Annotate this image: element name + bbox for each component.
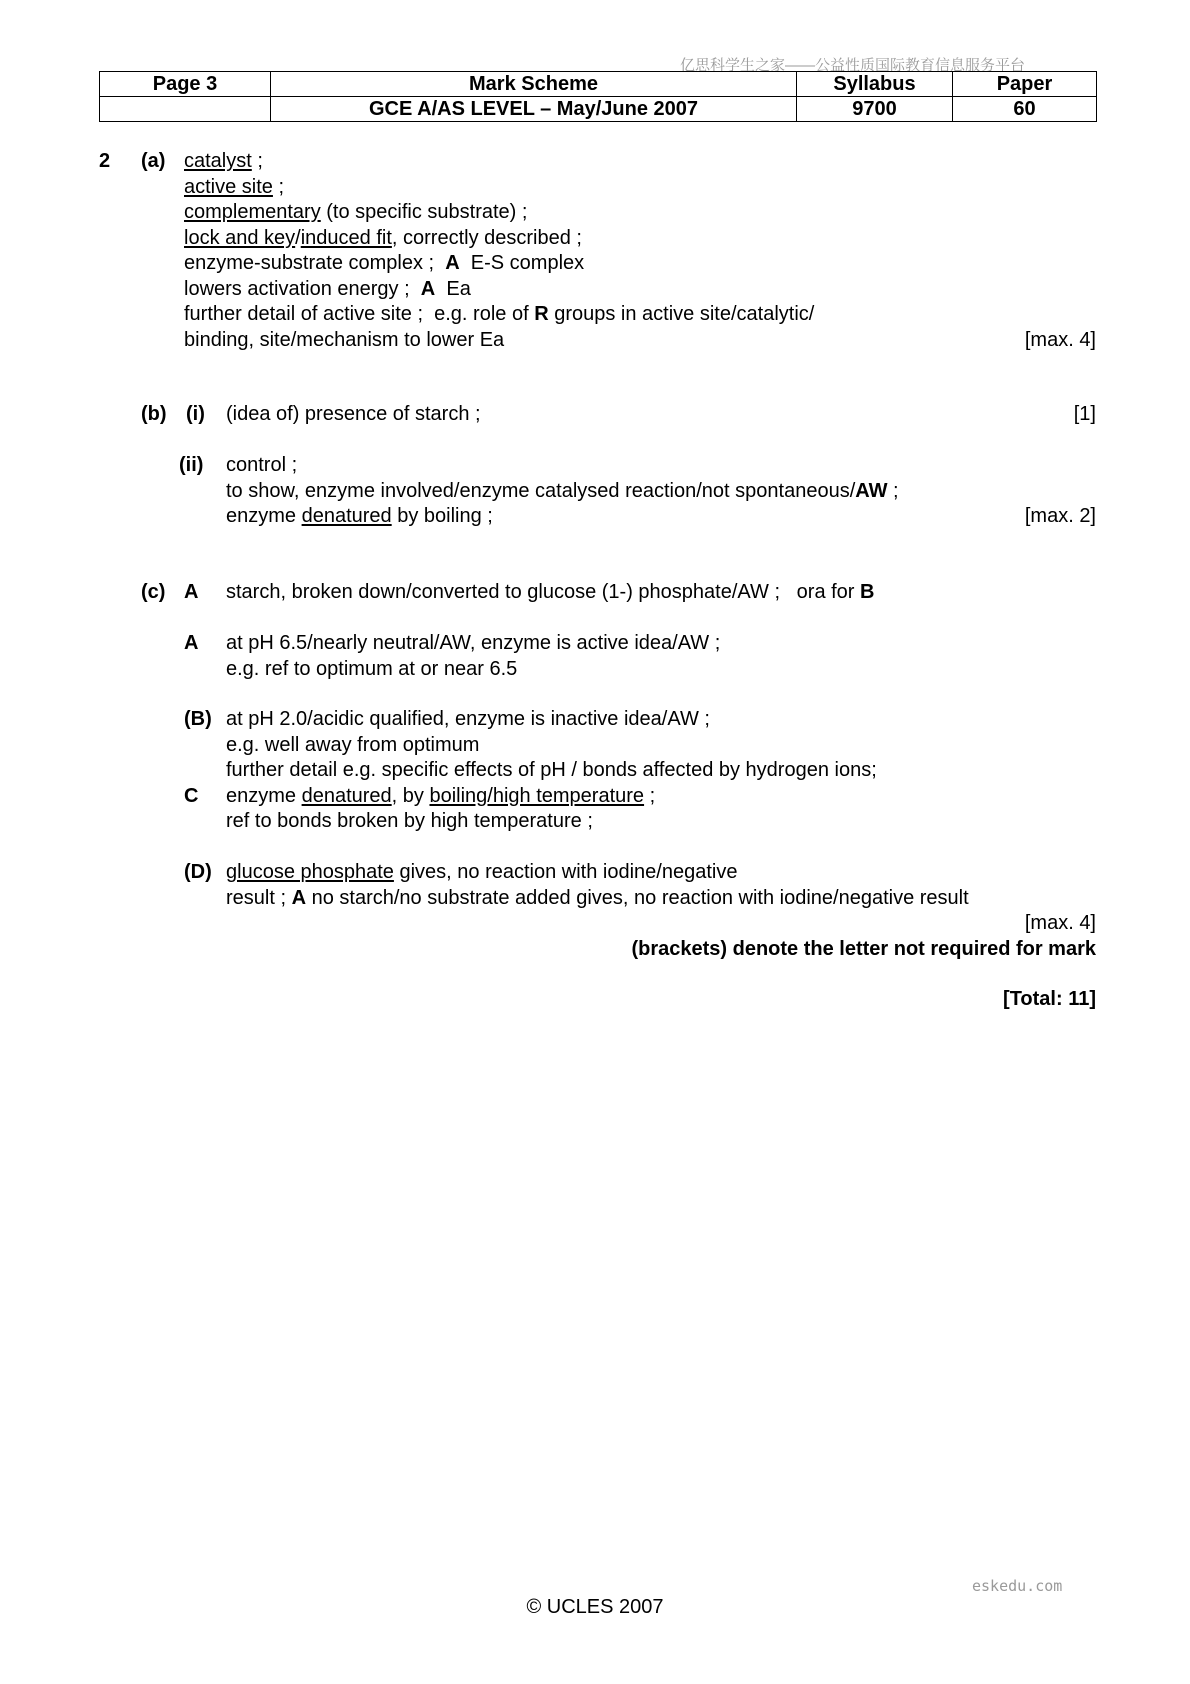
part-c-A2-line-2: e.g. ref to optimum at or near 6.5 xyxy=(226,657,518,680)
part-c-C-line-1: enzyme denatured, by boiling/high temperature ; xyxy=(226,784,656,807)
part-b-ii-label: (ii) xyxy=(179,454,204,476)
part-a-line-4: lock and key/induced fit, correctly described ; xyxy=(184,226,582,249)
part-b-i-text: (idea of) presence of starch ; xyxy=(226,403,481,425)
part-b-ii-line-2: to show, enzyme involved/enzyme catalysed reaction/not spontaneous/AW ; xyxy=(226,479,899,502)
part-b-label: (b) xyxy=(141,403,167,425)
question-number: 2 xyxy=(99,150,111,172)
part-a-line-5: enzyme-substrate complex ; A E-S complex xyxy=(184,252,585,274)
part-c-note: (brackets) denote the letter not required for mark xyxy=(631,937,1096,960)
part-c-A2-label: A xyxy=(184,632,199,654)
part-c-A1-text: starch, broken down/converted to glucose (1-) phosphate/AW ; ora for B xyxy=(226,581,875,603)
header-page: Page 3 xyxy=(100,72,271,97)
part-c-A2-line-1: at pH 6.5/nearly neutral/AW, enzyme is active idea/AW ; xyxy=(226,632,721,654)
header-syllabus: 9700 xyxy=(797,97,953,122)
watermark-top: 亿思科学生之家——公益性质国际教育信息服务平台 xyxy=(680,57,1026,74)
part-b-ii-line-3: enzyme denatured by boiling ; xyxy=(226,505,493,527)
header-paper-label: Paper xyxy=(953,72,1097,97)
part-c-C-label: C xyxy=(184,784,199,807)
header-paper: 60 xyxy=(953,97,1097,122)
part-c-label: (c) xyxy=(141,581,166,603)
part-a-line-8: binding, site/mechanism to lower Ea xyxy=(184,328,505,351)
part-b-ii-mark: [max. 2] xyxy=(1024,505,1096,527)
header-title: Mark Scheme xyxy=(271,72,797,97)
part-c-D-line-2: result ; A no starch/no substrate added gives, no reaction with iodine/negative result xyxy=(226,886,969,909)
header-syllabus-label: Syllabus xyxy=(797,72,953,97)
part-a-line-6: lowers activation energy ; A Ea xyxy=(184,277,471,300)
header-exam: GCE A/AS LEVEL – May/June 2007 xyxy=(271,97,797,122)
total-mark: [Total: 11] xyxy=(1003,988,1096,1010)
header-table xyxy=(99,71,1097,122)
part-a-line-2: active site ; xyxy=(184,175,285,198)
part-b-ii-line-1: control ; xyxy=(226,454,298,476)
part-a-line-7: further detail of active site ; e.g. role of R groups in active site/catalytic/ xyxy=(184,303,815,325)
footer-copyright: © UCLES 2007 xyxy=(526,1596,664,1618)
part-c-B-line-1: at pH 2.0/acidic qualified, enzyme is inactive idea/AW ; xyxy=(226,708,710,730)
part-c-A1-label: A xyxy=(184,581,199,603)
part-c-mark: [max. 4] xyxy=(1024,912,1096,934)
part-c-B-label: (B) xyxy=(184,708,212,730)
part-b-i-mark: [1] xyxy=(1073,403,1096,425)
part-c-D-line-1: glucose phosphate gives, no reaction with iodine/negative xyxy=(226,861,738,883)
header-empty xyxy=(100,97,271,122)
part-c-B-line-2: e.g. well away from optimum xyxy=(226,733,480,756)
part-a-mark: [max. 4] xyxy=(1024,328,1096,351)
watermark-bottom: eskedu.com xyxy=(972,1577,1063,1595)
part-a-line-1: catalyst ; xyxy=(184,150,263,172)
part-c-D-label: (D) xyxy=(184,861,212,883)
part-c-C-line-2: ref to bonds broken by high temperature ; xyxy=(226,810,593,832)
part-c-B-line-3: further detail e.g. specific effects of pH / bonds affected by hydrogen ions; xyxy=(226,759,877,781)
part-a-line-3: complementary (to specific substrate) ; xyxy=(184,201,528,223)
part-b-i-label: (i) xyxy=(186,403,205,425)
part-a-label: (a) xyxy=(141,150,166,172)
